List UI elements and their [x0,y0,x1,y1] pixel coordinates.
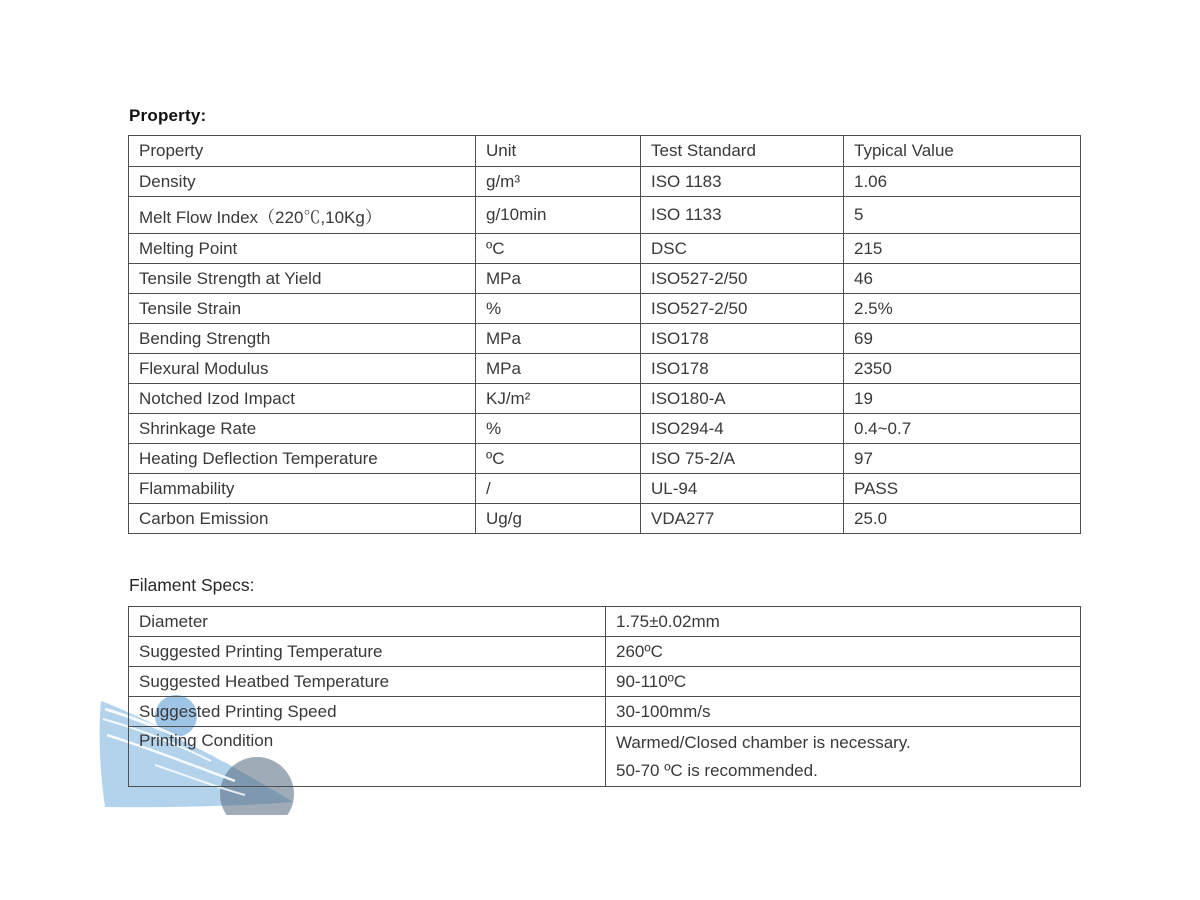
column-header-test-standard: Test Standard [641,136,844,167]
column-header-property: Property [129,136,476,167]
unit-cell: MPa [476,264,641,294]
unit-cell: MPa [476,324,641,354]
property-cell: Notched Izod Impact [129,384,476,414]
spec-value-cell: 30-100mm/s [606,697,1081,727]
unit-cell: g/m³ [476,167,641,197]
value-cell: 0.4~0.7 [844,414,1081,444]
standard-cell: UL-94 [641,474,844,504]
property-cell: Flammability [129,474,476,504]
table-row [129,474,1081,504]
spec-value-line: Warmed/Closed chamber is necessary. [616,732,911,752]
spec-value-cell [606,727,1081,787]
value-cell: 2350 [844,354,1081,384]
value-cell: 46 [844,264,1081,294]
property-cell: Carbon Emission [129,504,476,534]
spec-label-cell: Suggested Printing Temperature [129,637,606,667]
unit-cell: MPa [476,354,641,384]
unit-cell: % [476,414,641,444]
table-row [129,504,1081,534]
property-cell: Melting Point [129,234,476,264]
standard-cell: ISO180-A [641,384,844,414]
table-row [129,414,1081,444]
property-cell: Heating Deflection Temperature [129,444,476,474]
property-cell: Flexural Modulus [129,354,476,384]
spec-label-cell: Printing Condition [129,727,606,787]
property-section-heading: Property: [129,106,207,125]
table-row [129,697,1081,727]
property-cell: Tensile Strain [129,294,476,324]
property-cell: Melt Flow Index（220℃,10Kg） [129,197,476,234]
value-cell: 97 [844,444,1081,474]
standard-cell: ISO178 [641,324,844,354]
unit-cell: Ug/g [476,504,641,534]
property-cell: Bending Strength [129,324,476,354]
property-table-header-row [129,136,1081,167]
spec-value-line: 50-70 ºC is recommended. [616,760,818,780]
value-cell: 25.0 [844,504,1081,534]
value-cell: 215 [844,234,1081,264]
unit-cell: ºC [476,444,641,474]
unit-cell: / [476,474,641,504]
table-row [129,354,1081,384]
value-cell: 19 [844,384,1081,414]
standard-cell: DSC [641,234,844,264]
spec-value-cell: 90-110ºC [606,667,1081,697]
standard-cell: ISO527-2/50 [641,294,844,324]
standard-cell: ISO294-4 [641,414,844,444]
column-header-unit: Unit [476,136,641,167]
value-cell: 69 [844,324,1081,354]
property-cell: Density [129,167,476,197]
table-row [129,294,1081,324]
spec-label-cell: Suggested Printing Speed [129,697,606,727]
property-cell: Shrinkage Rate [129,414,476,444]
spec-value-cell: 1.75±0.02mm [606,607,1081,637]
spec-label-cell: Diameter [129,607,606,637]
table-row [129,384,1081,414]
value-cell: 5 [844,197,1081,234]
unit-cell: % [476,294,641,324]
value-cell: 2.5% [844,294,1081,324]
table-row [129,727,1081,787]
value-cell: PASS [844,474,1081,504]
table-row [129,607,1081,637]
column-header-typical-value: Typical Value [844,136,1081,167]
table-row [129,324,1081,354]
table-row [129,667,1081,697]
standard-cell: ISO 1183 [641,167,844,197]
unit-cell: KJ/m² [476,384,641,414]
property-cell: Tensile Strength at Yield [129,264,476,294]
table-row [129,637,1081,667]
standard-cell: ISO 1133 [641,197,844,234]
table-row [129,264,1081,294]
spec-value-cell: 260ºC [606,637,1081,667]
standard-cell: ISO527-2/50 [641,264,844,294]
property-table [128,135,1081,534]
standard-cell: VDA277 [641,504,844,534]
table-row [129,197,1081,234]
unit-cell: g/10min [476,197,641,234]
filament-specs-table [128,606,1081,787]
value-cell: 1.06 [844,167,1081,197]
filament-specs-heading: Filament Specs: [129,575,255,595]
spec-label-cell: Suggested Heatbed Temperature [129,667,606,697]
table-row [129,444,1081,474]
table-row [129,234,1081,264]
table-row [129,167,1081,197]
standard-cell: ISO178 [641,354,844,384]
standard-cell: ISO 75-2/A [641,444,844,474]
unit-cell: ºC [476,234,641,264]
